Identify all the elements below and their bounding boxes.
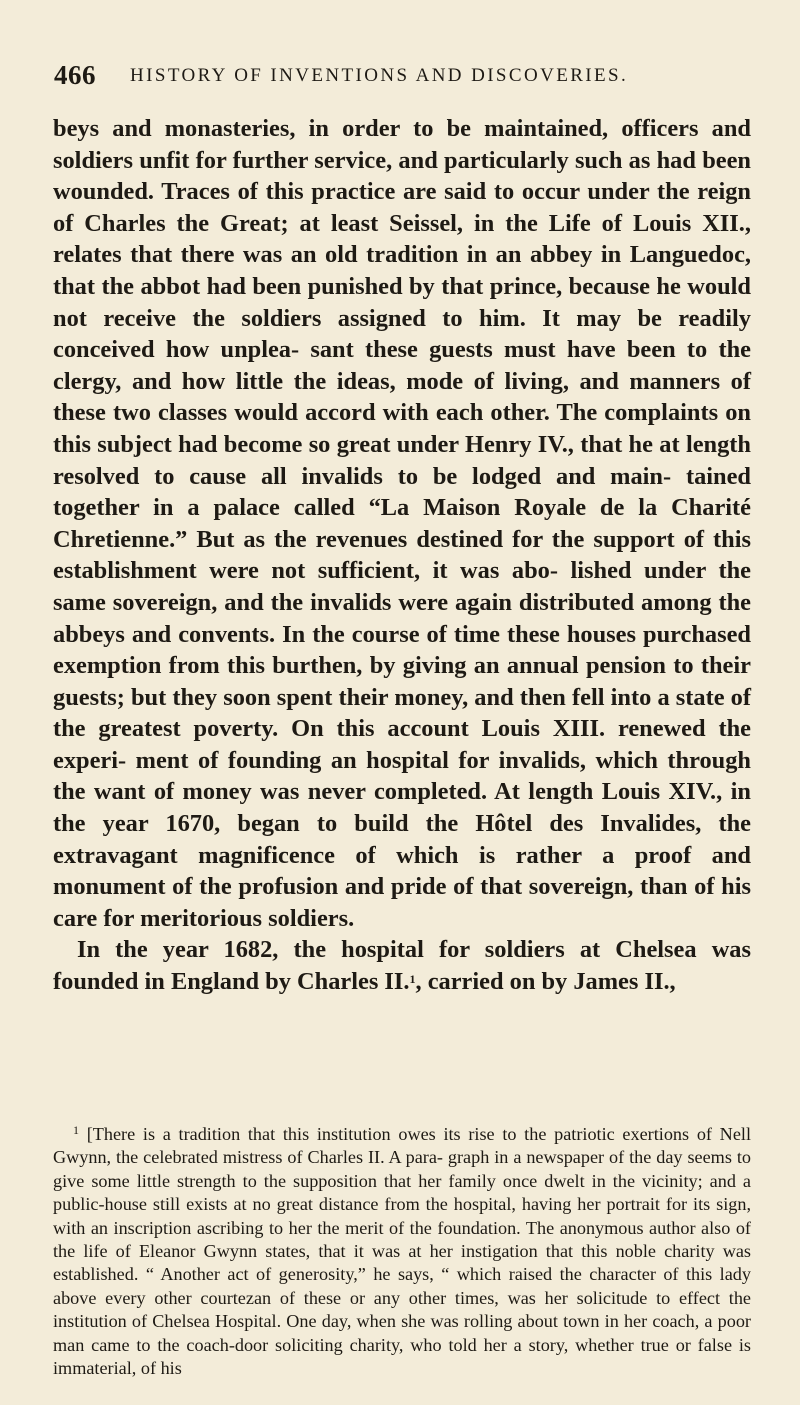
footnote (53, 1123, 751, 1380)
footnote-text: [There is a tradition that this institution owes its rise to the patriotic exertions of Nell Gwynn, the celebrated mistress of Charles II. A para- graph in a newspaper of the day seems to give some little strength to the supposition that her family once dwelt in the vicinity; and a public-house still exists at no great distance from the hospital, having her portrait for its sign, with an inscription ascribing to her the merit of the foundation. The anonymous author also of the life of Eleanor Gwynn states, that it was at her instigation that this noble charity was established. “ Another act of generosity,” he says, “ which raised the character of this lady above every other courtezan of these or any other times, was her solicitude to effect the institution of Chelsea Hospital. One day, when she was rolling about town in her coach, a poor man came to the coach-door soliciting charity, who told her a story, whether true or false is immaterial, of his (53, 1124, 751, 1379)
paragraph-text: In the year 1682, the hospital for soldiers at Chelsea was founded in England by Charles II. (53, 936, 751, 996)
page-number: 466 (54, 60, 96, 90)
footnote-reference: 1 (409, 972, 416, 987)
paragraph-text: , carried on by James II., (415, 968, 676, 996)
running-title: HISTORY OF INVENTIONS AND DISCOVERIES. (130, 65, 629, 86)
running-header (54, 60, 744, 100)
paragraph: beys and monasteries, in order to be maintained, officers and soldiers unfit for further service, and particularly such as had been wounded. Traces of this practice are said to occur under the reign of Charles the Great; at least Seissel, in the Life of Louis XII., relates that there was an old tradition in an abbey in Languedoc, that the abbot had been punished by that prince, because he would not receive the soldiers assigned to him. It may be readily conceived how unplea- sant these guests must have been to the clergy, and how little the ideas, mode of living, and manners of these two classes would accord with each other. The complaints on this subject had become so great under Henry IV., that he at length resolved to cause all invalids to be lodged and main- tained together in a palace called “La Maison Royale de la Charité Chretienne.” But as the revenues destined for the support of this establishment were not sufficient, it was abo- lished under the same sovereign, and the invalids were again distributed among the abbeys and convents. In the course of time these houses purchased exemption from this burthen, by giving an annual pension to their guests; but they soon spent their money, and then fell into a state of the greatest poverty. On this account Louis XIII. renewed the experi- ment of founding an hospital for invalids, which through the want of money was never completed. At length Louis XIV., in the year 1670, began to build the Hôtel des Invalides, the extravagant magnificence of which is rather a proof and monument of the profusion and pride of that sovereign, than of his care for meritorious soldiers. (53, 115, 751, 932)
paragraph (53, 934, 751, 997)
footnote-mark: 1 (73, 1123, 79, 1137)
main-text (53, 113, 751, 998)
